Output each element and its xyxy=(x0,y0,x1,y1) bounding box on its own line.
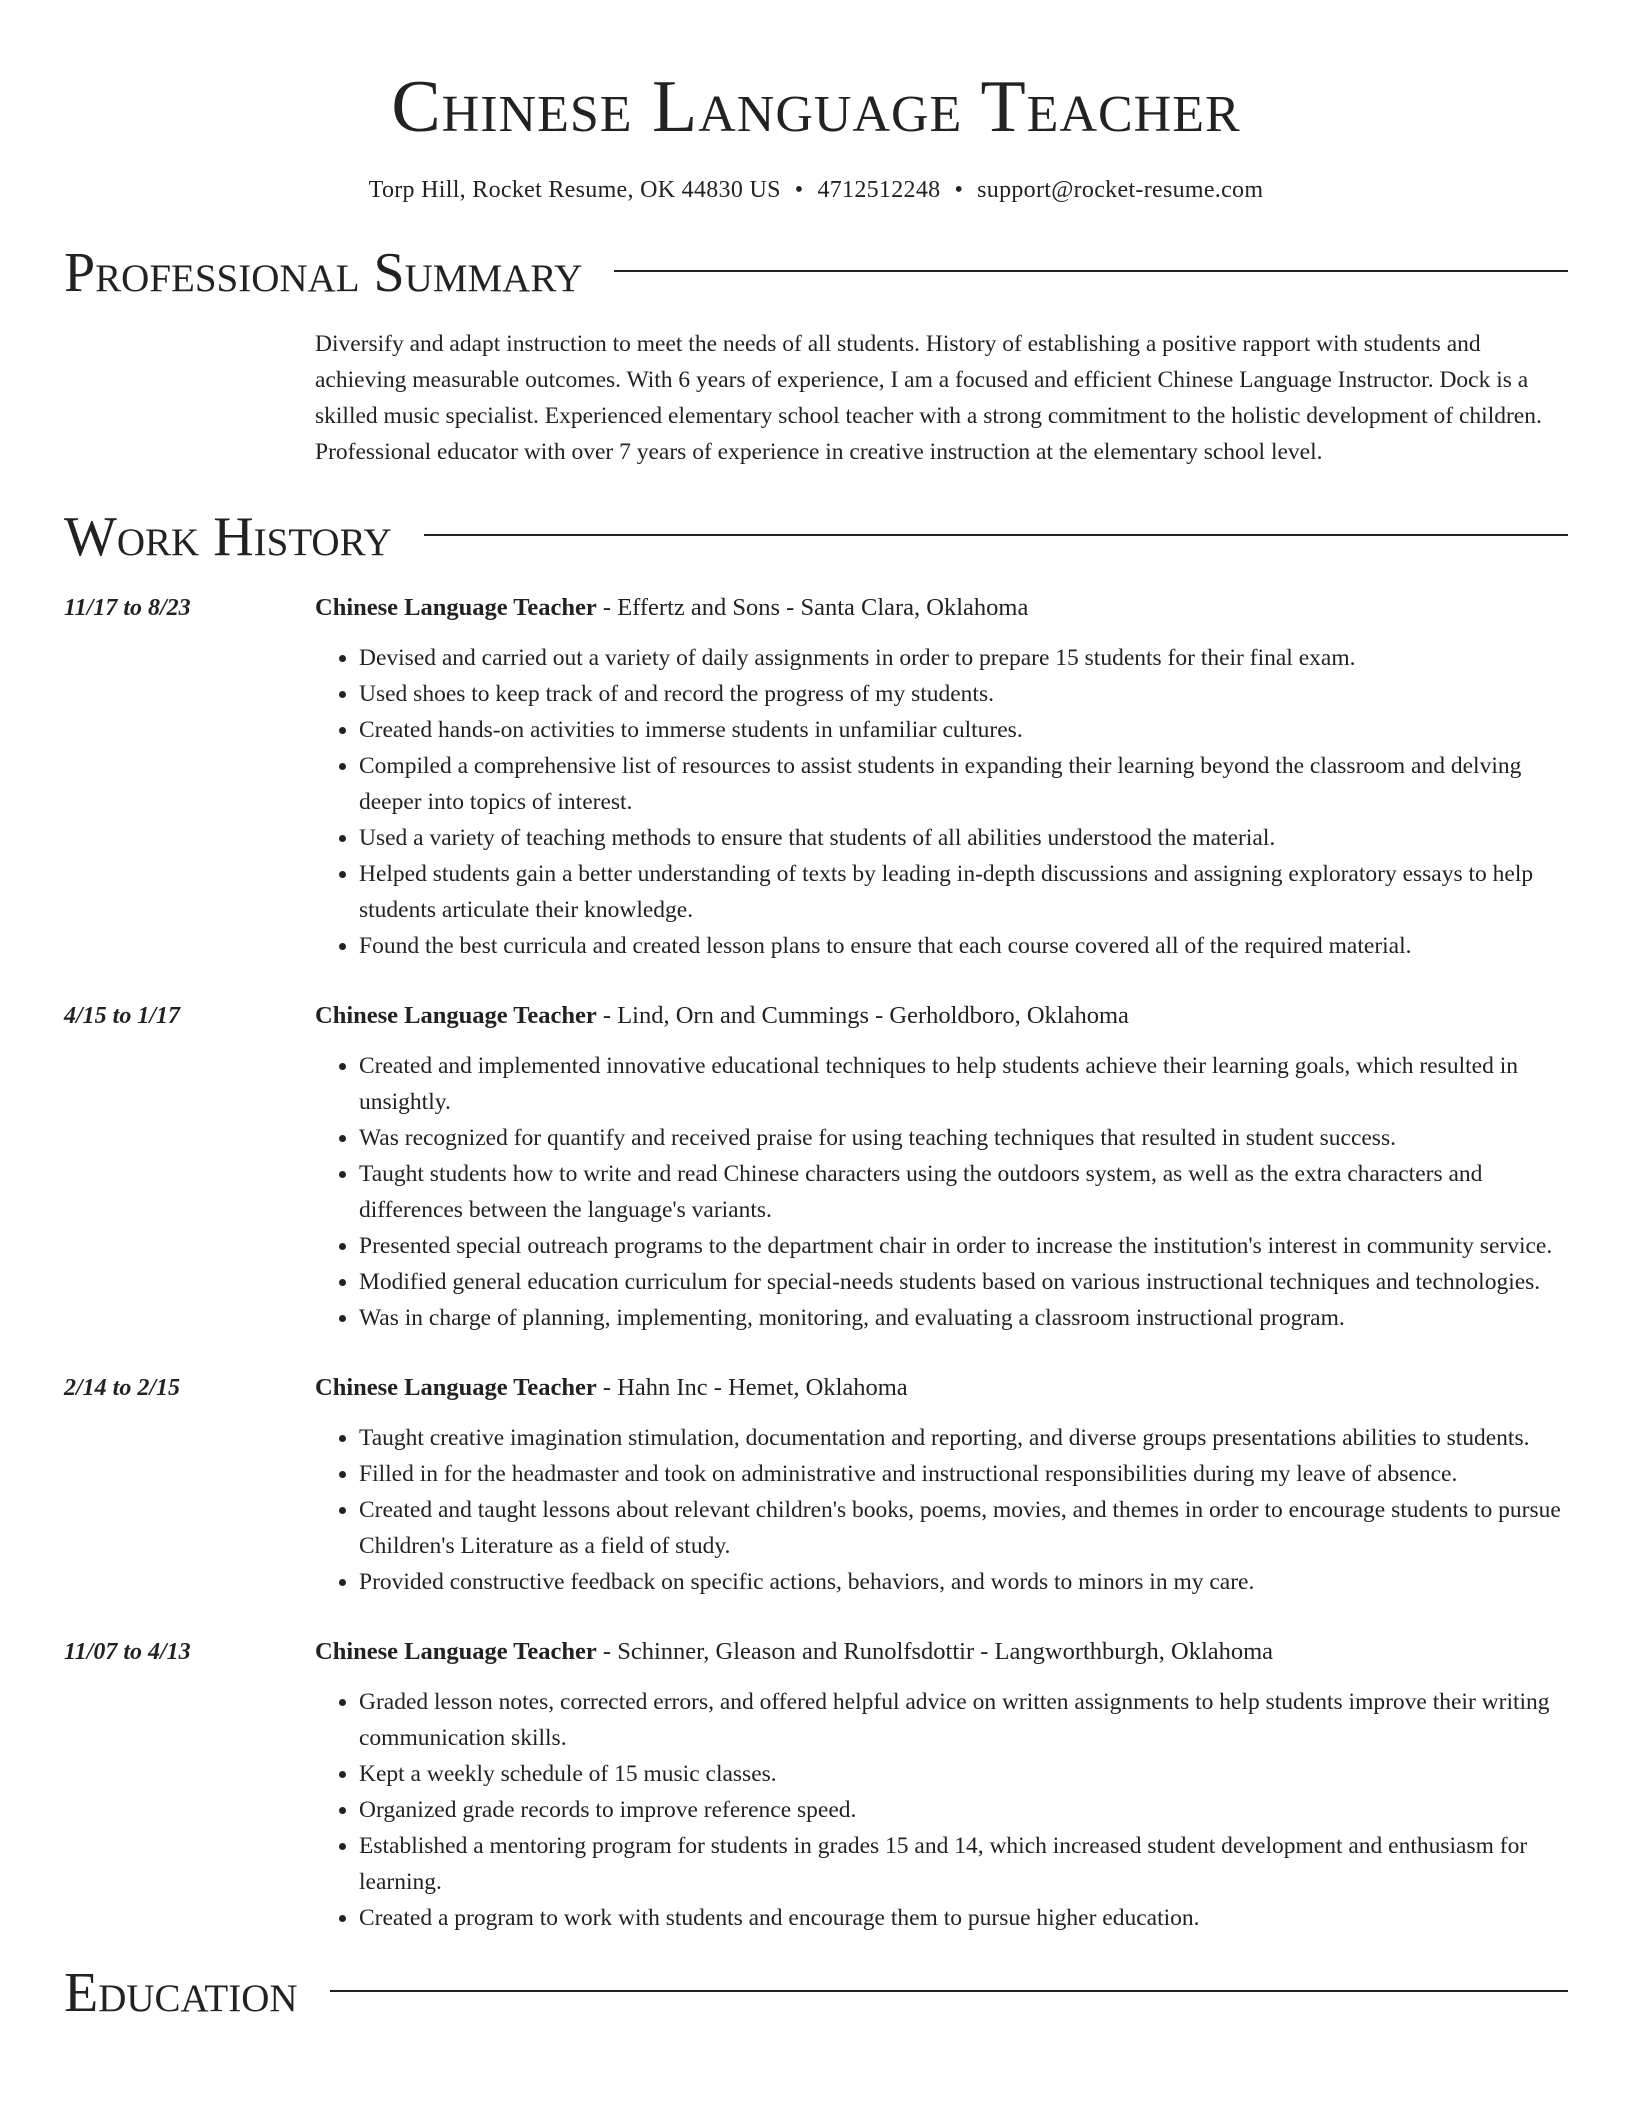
job-bullet: • Found the best curricula and created lesson plans to ensure that each course covered all of the required material. xyxy=(359,928,1568,964)
job-dates: 11/07 to 4/13 xyxy=(64,1639,191,1665)
job-bullet: • Created hands-on activities to immerse students in unfamiliar cultures. xyxy=(359,712,1568,748)
job-bullet: • Was recognized for quantify and received praise for using teaching techniques that resulted in student success. xyxy=(359,1120,1568,1156)
job-dates: 11/17 to 8/23 xyxy=(64,595,191,621)
job-bullet-list xyxy=(315,640,1568,964)
job-body xyxy=(315,590,1568,964)
job-bullet: • Presented special outreach programs to the department chair in order to increase the institution's interest in community service. xyxy=(359,1228,1568,1264)
job-bullet: • Devised and carried out a variety of daily assignments in order to prepare 15 students for their final exam. xyxy=(359,640,1568,676)
job-entry xyxy=(64,1370,1568,1600)
contact-separator: • xyxy=(794,177,804,203)
job-body xyxy=(315,998,1568,1336)
contact-address: Torp Hill, Rocket Resume, OK 44830 US xyxy=(368,177,781,203)
page-title: Chinese Language Teacher xyxy=(391,66,1241,148)
section-divider xyxy=(614,270,1568,272)
job-employer-location: - Effertz and Sons - Santa Clara, Oklahoma xyxy=(596,594,1029,621)
summary-heading: Professional Summary xyxy=(64,242,583,304)
education-section-header xyxy=(64,1960,1568,2026)
job-bullet: • Modified general education curriculum for special-needs students based on various instructional techniques and technologies. xyxy=(359,1264,1568,1300)
job-dates: 4/15 to 1/17 xyxy=(64,1003,181,1029)
job-title-line xyxy=(315,1370,1568,1406)
work-section-header xyxy=(64,504,1568,570)
contact-phone: 4712512248 xyxy=(817,177,941,203)
job-body xyxy=(315,1370,1568,1600)
contact-line xyxy=(64,174,1568,206)
resume-page xyxy=(64,0,1568,2026)
job-entry xyxy=(64,1634,1568,1936)
job-bullet: • Kept a weekly schedule of 15 music classes. xyxy=(359,1756,1568,1792)
summary-section-header xyxy=(64,240,1568,306)
job-bullet: • Created and taught lessons about relevant children's books, poems, movies, and themes in order to encourage students to pursue Children's Literature as a field of study. xyxy=(359,1492,1568,1564)
job-employer-location: - Hahn Inc - Hemet, Oklahoma xyxy=(596,1374,908,1401)
job-title-line xyxy=(315,998,1568,1034)
contact-email: support@rocket-resume.com xyxy=(977,177,1264,203)
contact-separator: • xyxy=(954,177,964,203)
job-employer-location: - Schinner, Gleason and Runolfsdottir - Langworthburgh, Oklahoma xyxy=(596,1638,1274,1665)
job-employer-location: - Lind, Orn and Cummings - Gerholdboro, Oklahoma xyxy=(596,1002,1129,1029)
job-bullet: • Filled in for the headmaster and took on administrative and instructional responsibilities during my leave of absence. xyxy=(359,1456,1568,1492)
job-bullet-list xyxy=(315,1684,1568,1936)
job-role: Chinese Language Teacher xyxy=(315,1374,597,1401)
job-body xyxy=(315,1634,1568,1936)
job-bullet: • Created a program to work with students and encourage them to pursue higher education. xyxy=(359,1900,1568,1936)
job-bullet: • Taught students how to write and read Chinese characters using the outdoors system, as well as the extra characters and differences between the language's variants. xyxy=(359,1156,1568,1228)
job-role: Chinese Language Teacher xyxy=(315,1638,597,1665)
job-dates: 2/14 to 2/15 xyxy=(64,1375,181,1401)
job-role: Chinese Language Teacher xyxy=(315,1002,597,1029)
job-role: Chinese Language Teacher xyxy=(315,594,597,621)
job-bullet: • Graded lesson notes, corrected errors, and offered helpful advice on written assignments to help students improve their writing communication skills. xyxy=(359,1684,1568,1756)
job-bullet-list xyxy=(315,1420,1568,1600)
section-divider xyxy=(424,534,1568,536)
work-history-list xyxy=(64,590,1568,1936)
job-bullet: • Compiled a comprehensive list of resources to assist students in expanding their learning beyond the classroom and delving deeper into topics of interest. xyxy=(359,748,1568,820)
job-bullet: • Taught creative imagination stimulation, documentation and reporting, and diverse groups presentations abilities to students. xyxy=(359,1420,1568,1456)
job-bullet: • Used a variety of teaching methods to ensure that students of all abilities understood the material. xyxy=(359,820,1568,856)
education-heading: Education xyxy=(64,1962,298,2024)
job-bullet-list xyxy=(315,1048,1568,1336)
job-bullet: • Used shoes to keep track of and record the progress of my students. xyxy=(359,676,1568,712)
job-bullet: • Helped students gain a better understanding of texts by leading in-depth discussions and assigning exploratory essays to help students articulate their knowledge. xyxy=(359,856,1568,928)
job-title-line xyxy=(315,1634,1568,1670)
job-entry xyxy=(64,590,1568,964)
summary-text: Diversify and adapt instruction to meet the needs of all students. History of establishing a positive rapport with students and achieving measurable outcomes. With 6 years of experience, I am a focused and efficient Chinese Language Instructor. Dock is a skilled music specialist. Experienced elementary school teacher with a strong commitment to the holistic development of children. Professional educator with over 7 years of experience in creative instruction at the elementary school level. xyxy=(315,331,1542,465)
job-bullet: • Provided constructive feedback on specific actions, behaviors, and words to minors in my care. xyxy=(359,1564,1568,1600)
job-entry xyxy=(64,998,1568,1336)
work-heading: Work History xyxy=(64,506,392,568)
job-title-line xyxy=(315,590,1568,626)
job-bullet: • Was in charge of planning, implementing, monitoring, and evaluating a classroom instructional program. xyxy=(359,1300,1568,1336)
job-bullet: • Created and implemented innovative educational techniques to help students achieve their learning goals, which resulted in unsightly. xyxy=(359,1048,1568,1120)
section-divider xyxy=(330,1990,1568,1992)
job-bullet: • Organized grade records to improve reference speed. xyxy=(359,1792,1568,1828)
job-bullet: • Established a mentoring program for students in grades 15 and 14, which increased student development and enthusiasm for learning. xyxy=(359,1828,1568,1900)
